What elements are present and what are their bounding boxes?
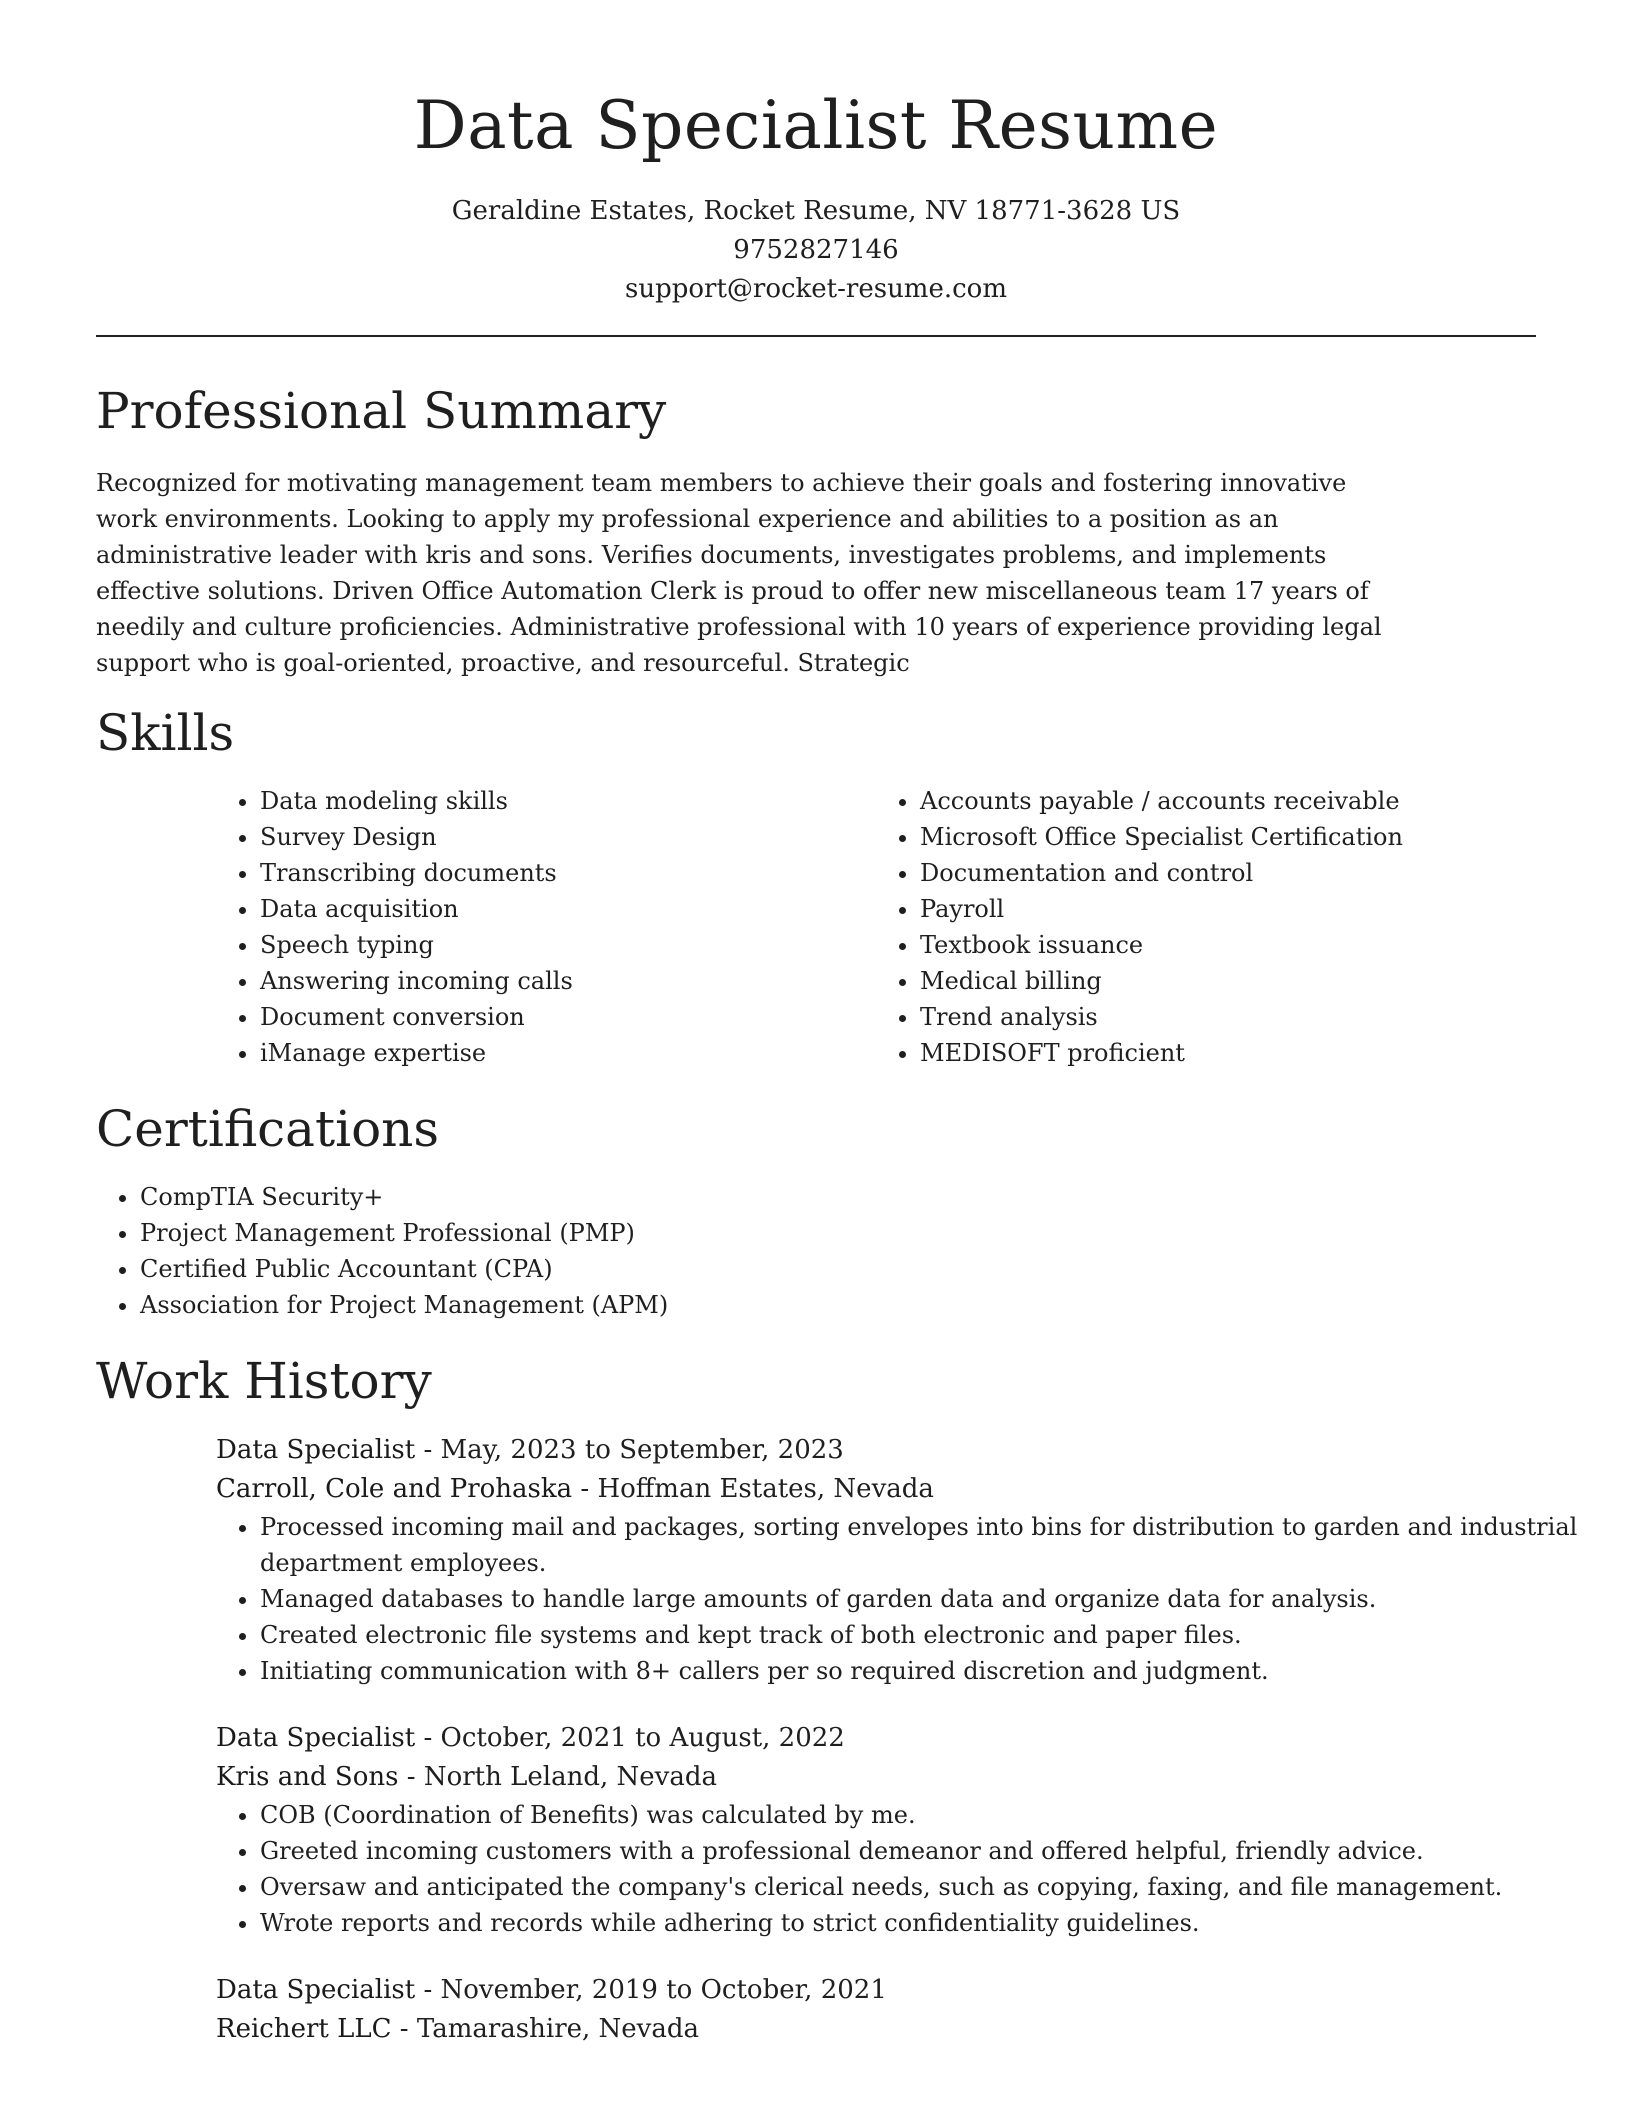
header-divider (96, 335, 1536, 337)
separator: - (415, 1435, 441, 1465)
job-entry (216, 1971, 1536, 2049)
contact-address: Geraldine Estates, Rocket Resume, NV 18771-3628 US (451, 196, 1181, 226)
skills-list-left (216, 783, 876, 1071)
work-history-section (96, 1351, 1578, 2049)
skill-item: • Textbook issuance (920, 927, 1536, 963)
skill-item: • Documentation and control (920, 855, 1536, 891)
skill-item: • Answering incoming calls (260, 963, 876, 999)
job-location: Hoffman Estates, Nevada (597, 1474, 934, 1504)
job-dates: May, 2023 to September, 2023 (440, 1435, 844, 1465)
job-company: Carroll, Cole and Prohaska (216, 1474, 573, 1504)
job-company: Reichert LLC (216, 2014, 392, 2044)
separator: - (391, 2014, 417, 2044)
certification-item: • Certified Public Accountant (CPA) (140, 1251, 1536, 1287)
work-history-heading: Work History (96, 1352, 432, 1410)
certification-item: • CompTIA Security+ (140, 1179, 1536, 1215)
skill-item: • Survey Design (260, 819, 876, 855)
job-bullets (216, 1509, 1580, 1689)
summary-text: Recognized for motivating management team members to achieve their goals and fostering innovative work environments. Looking to apply my professional experience and abilities to a position as an administrative leader with kris and sons. Verifies documents, investigates problems, and implements effective solutions. Driven Office Automation Clerk is proud to offer new miscellaneous team 17 years of needily and culture proficiencies. Administrative professional with 10 years of experience providing legal support who is goal-oriented, proactive, and resourceful. Strategic (96, 469, 1382, 677)
job-bullet: • COB (Coordination of Benefits) was calculated by me. (260, 1797, 1580, 1833)
certifications-heading: Certifications (96, 1100, 440, 1158)
job-company-line (216, 1758, 1536, 1797)
contact-email: support@rocket-resume.com (624, 274, 1007, 304)
job-bullets (216, 1797, 1580, 1941)
job-dates: November, 2019 to October, 2021 (440, 1975, 887, 2005)
job-bullet: • Managed databases to handle large amounts of garden data and organize data for analysis. (260, 1581, 1580, 1617)
certification-item: • Association for Project Management (APM) (140, 1287, 1536, 1323)
certifications-section (96, 1099, 1536, 1323)
skill-item: • Data acquisition (260, 891, 876, 927)
job-title-line (216, 1971, 1536, 2010)
summary-section (96, 381, 1536, 681)
skill-item: • Speech typing (260, 927, 876, 963)
job-title-line (216, 1431, 1536, 1470)
job-title: Data Specialist (216, 1723, 416, 1753)
job-title: Data Specialist (216, 1975, 416, 2005)
resume-page (96, 0, 1578, 2049)
resume-title: Data Specialist Resume (413, 87, 1219, 164)
job-entry (216, 1719, 1536, 1941)
certifications-list (96, 1179, 1536, 1323)
job-bullet: • Oversaw and anticipated the company's clerical needs, such as copying, faxing, and file management. (260, 1869, 1580, 1905)
skill-item: • Trend analysis (920, 999, 1536, 1035)
job-bullet: • Created electronic file systems and kept track of both electronic and paper files. (260, 1617, 1580, 1653)
separator: - (398, 1762, 424, 1792)
job-dates: October, 2021 to August, 2022 (440, 1723, 845, 1753)
skill-item: • Microsoft Office Specialist Certification (920, 819, 1536, 855)
skills-section (96, 703, 1536, 1071)
job-company: Kris and Sons (216, 1762, 399, 1792)
skills-columns (216, 783, 1536, 1071)
skill-item: • iManage expertise (260, 1035, 876, 1071)
job-bullet: • Greeted incoming customers with a professional demeanor and offered helpful, friendly advice. (260, 1833, 1580, 1869)
skill-item: • Transcribing documents (260, 855, 876, 891)
contact-block (96, 192, 1536, 309)
job-bullet: • Processed incoming mail and packages, sorting envelopes into bins for distribution to garden and industrial department employees. (260, 1509, 1580, 1581)
job-company-line (216, 2010, 1536, 2049)
skill-item: • Data modeling skills (260, 783, 876, 819)
skill-item: • MEDISOFT proficient (920, 1035, 1536, 1071)
job-bullet: • Initiating communication with 8+ callers per so required discretion and judgment. (260, 1653, 1580, 1689)
skills-heading: Skills (96, 704, 235, 762)
summary-heading: Professional Summary (96, 382, 667, 440)
job-title-line (216, 1719, 1536, 1758)
skill-item: • Medical billing (920, 963, 1536, 999)
separator: - (572, 1474, 598, 1504)
contact-phone: 9752827146 (733, 235, 899, 265)
job-location: Tamarashire, Nevada (416, 2014, 700, 2044)
skills-list-right (876, 783, 1536, 1071)
job-entry (216, 1431, 1578, 1689)
certification-item: • Project Management Professional (PMP) (140, 1215, 1536, 1251)
skill-item: • Document conversion (260, 999, 876, 1035)
job-company-line (216, 1470, 1536, 1509)
job-title: Data Specialist (216, 1435, 416, 1465)
skill-item: • Accounts payable / accounts receivable (920, 783, 1536, 819)
skill-item: • Payroll (920, 891, 1536, 927)
separator: - (415, 1975, 441, 2005)
separator: - (415, 1723, 441, 1753)
job-bullet: • Wrote reports and records while adhering to strict confidentiality guidelines. (260, 1905, 1580, 1941)
job-location: North Leland, Nevada (423, 1762, 717, 1792)
